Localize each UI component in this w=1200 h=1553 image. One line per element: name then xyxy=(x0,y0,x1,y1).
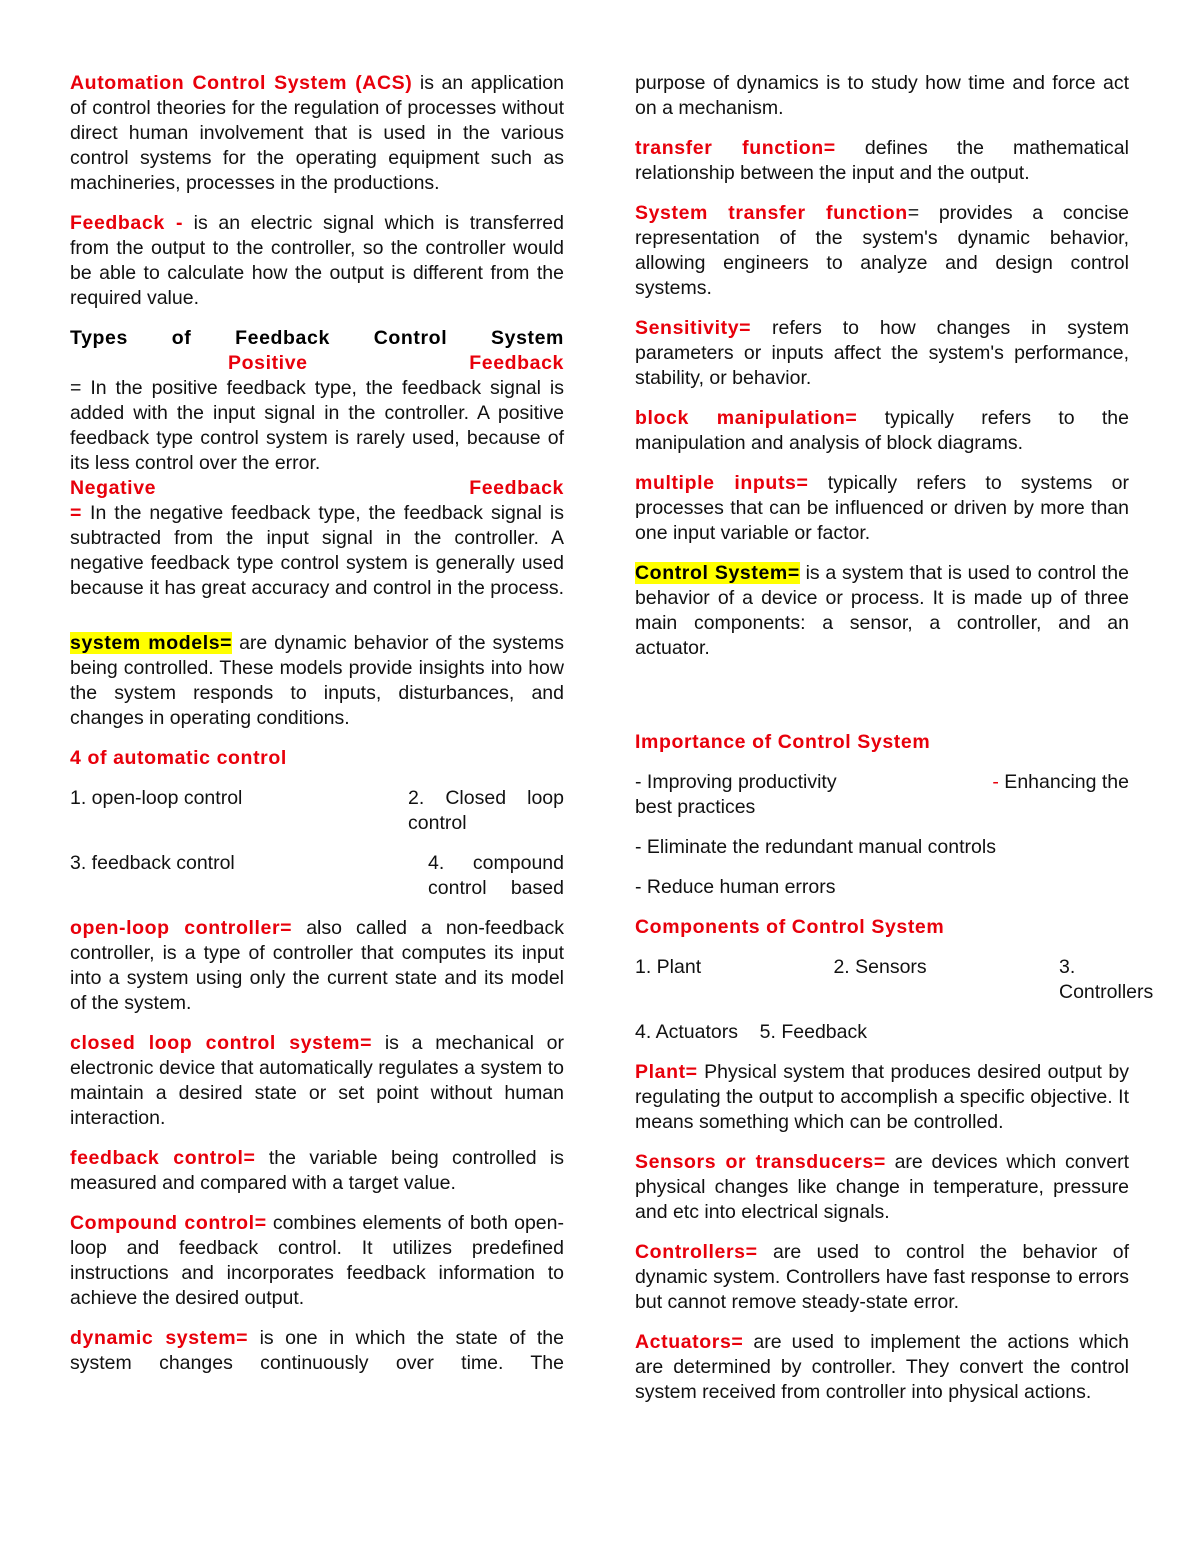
block-manipulation-term: block manipulation= xyxy=(635,407,858,429)
automatic-item-3: 3. feedback control xyxy=(70,852,235,874)
transfer-function-term: transfer function= xyxy=(635,137,836,159)
feedback-control-term: feedback control= xyxy=(70,1147,256,1169)
positive-feedback-term: Positive Feedback xyxy=(228,352,564,374)
closed-loop-text: is a mechanical or electronic device that automatically regulates a system to maintain a desired state or set point without human interaction. xyxy=(70,1032,564,1129)
dynamic-system-term: dynamic system= xyxy=(70,1327,249,1349)
component-item-2: 2. Sensors xyxy=(833,956,927,978)
component-item-4: 4. Actuators xyxy=(635,1021,738,1043)
positive-feedback-text: = In the positive feedback type, the feedback signal is added with the input signal in the controller. A positive feedback type control system is rarely used, because of its less control over the error. xyxy=(70,377,564,474)
automatic-control-heading: 4 of automatic control xyxy=(70,747,287,769)
actuators-paragraph xyxy=(635,1330,1129,1405)
controllers-text: are used to control the behavior of dynamic system. Controllers have fast response to errors but cannot remove steady-state error. xyxy=(635,1241,1129,1313)
block-manipulation-paragraph xyxy=(635,406,1129,456)
importance-item-2-wrap xyxy=(992,770,1129,795)
importance-item-2: best practices xyxy=(635,796,756,818)
automatic-item-1: 1. open-loop control xyxy=(70,787,243,809)
negative-feedback-paragraph xyxy=(70,501,564,601)
sensitivity-text: refers to how changes in system parameters or inputs affect the system's performance, stability, or behavior. xyxy=(635,317,1129,389)
importance-item-1: - Improving productivity xyxy=(635,771,837,793)
components-row-1 xyxy=(635,955,1154,1005)
automatic-control-row-2 xyxy=(70,851,564,901)
multiple-inputs-term: multiple inputs= xyxy=(635,472,809,494)
plant-term: Plant= xyxy=(635,1061,698,1083)
feedback-types-section xyxy=(70,326,564,601)
sensors-term: Sensors or transducers= xyxy=(635,1151,886,1173)
components-row-2 xyxy=(635,1020,1129,1045)
feedback-paragraph xyxy=(70,211,564,311)
automatic-item-4: 4. compound control based xyxy=(428,852,564,899)
components-heading: Components of Control System xyxy=(635,916,945,938)
system-tf-term: System transfer function xyxy=(635,202,908,224)
importance-item-4: - Reduce human errors xyxy=(635,876,836,898)
sensitivity-paragraph xyxy=(635,316,1129,391)
automatic-control-row-1 xyxy=(70,786,564,836)
automatic-item-2: 2. Closed loop control xyxy=(408,787,564,834)
acs-text: is an application of control theories for the regulation of processes without direct human involvement that is used in the various control systems for the operating equipment such as machineries, processes in the productions. xyxy=(70,72,564,194)
feedback-control-paragraph xyxy=(70,1146,564,1196)
dynamic-system-text: is one in which the state of the system changes continuously over time. The xyxy=(70,1327,564,1374)
controllers-term: Controllers= xyxy=(635,1241,758,1263)
negative-feedback-text: In the negative feedback type, the feedback signal is subtracted from the input signal in the controller. A negative feedback type control system is generally used because it has great accuracy and control in the process. xyxy=(70,502,564,599)
open-loop-text: also called a non-feedback controller, is a type of controller that computes its input into a system using only the current state and its model of the system. xyxy=(70,917,564,1014)
actuators-text: are used to implement the actions which are determined by controller. They convert the control system received from controller into physical actions. xyxy=(635,1331,1129,1403)
plant-paragraph xyxy=(635,1060,1129,1135)
acs-paragraph xyxy=(70,71,564,196)
plant-text: Physical system that produces desired output by regulating the output to accomplish a specific objective. It means something which can be controlled. xyxy=(635,1061,1129,1133)
compound-control-paragraph xyxy=(70,1211,564,1311)
importance-heading: Importance of Control System xyxy=(635,731,931,753)
controllers-paragraph xyxy=(635,1240,1129,1315)
negative-feedback-term: Negative Feedback xyxy=(70,477,564,499)
system-models-text: are dynamic behavior of the systems being controlled. These models provide insights into how the system responds to inputs, disturbances, and changes in operating conditions. xyxy=(70,632,565,729)
closed-loop-paragraph xyxy=(70,1031,564,1131)
acs-term: Automation Control System (ACS) xyxy=(70,72,413,94)
component-item-1: 1. Plant xyxy=(635,956,702,978)
system-tf-paragraph xyxy=(635,201,1129,301)
feedback-text: is an electric signal which is transferred from the output to the controller, so the controller would be able to calculate how the output is different from the required value. xyxy=(70,212,565,309)
open-loop-paragraph xyxy=(70,916,564,1016)
dynamics-continued: purpose of dynamics is to study how time and force act on a mechanism. xyxy=(635,72,1129,119)
system-models-term: system models= xyxy=(70,632,233,654)
sensors-paragraph xyxy=(635,1150,1129,1225)
open-loop-term: open-loop controller= xyxy=(70,917,293,939)
sensors-text: are devices which convert physical changes like change in temperature, pressure and etc into electrical signals. xyxy=(635,1151,1129,1223)
feedback-term: Feedback - xyxy=(70,212,184,234)
control-system-paragraph xyxy=(635,561,1129,661)
compound-control-text: combines elements of both open-loop and feedback control. It utilizes predefined instructions and incorporates feedback information to achieve the desired output. xyxy=(70,1212,564,1309)
importance-item-3: - Eliminate the redundant manual controls xyxy=(635,836,996,858)
actuators-term: Actuators= xyxy=(635,1331,744,1353)
component-item-3: 3. Controllers xyxy=(1058,956,1154,1003)
importance-item-2-dash: - xyxy=(992,771,999,793)
right-column xyxy=(635,71,1154,1420)
feedback-control-text: the variable being controlled is measured and compared with a target value. xyxy=(70,1147,564,1194)
closed-loop-term: closed loop control system= xyxy=(70,1032,373,1054)
control-system-term: Control System= xyxy=(635,562,800,584)
block-manipulation-text: typically refers to the manipulation and analysis of block diagrams. xyxy=(635,407,1129,454)
system-models-paragraph xyxy=(70,631,564,731)
importance-row-1 xyxy=(635,770,1129,820)
control-system-text: is a system that is used to control the behavior of a device or process. It is made up of three main components: a sensor, a controller, and an actuator. xyxy=(635,562,1129,659)
system-tf-text: = provides a concise representation of the system's dynamic behavior, allowing engineers to analyze and design control systems. xyxy=(635,202,1129,299)
feedback-types-heading: Types of Feedback Control System xyxy=(70,327,564,349)
transfer-function-paragraph xyxy=(635,136,1129,186)
negative-feedback-eq: = xyxy=(70,502,82,524)
left-column xyxy=(70,71,564,1391)
dynamic-system-paragraph xyxy=(70,1326,564,1376)
component-item-5: 5. Feedback xyxy=(759,1021,867,1043)
spacer xyxy=(635,676,1129,730)
sensitivity-term: Sensitivity= xyxy=(635,317,752,339)
multiple-inputs-text: typically refers to systems or processes that can be influenced or driven by more than one input variable or factor. xyxy=(635,472,1129,544)
compound-control-term: Compound control= xyxy=(70,1212,267,1234)
transfer-function-text: defines the mathematical relationship between the input and the output. xyxy=(635,137,1129,184)
multiple-inputs-paragraph xyxy=(635,471,1129,546)
importance-item-2-start: Enhancing the xyxy=(998,771,1129,793)
